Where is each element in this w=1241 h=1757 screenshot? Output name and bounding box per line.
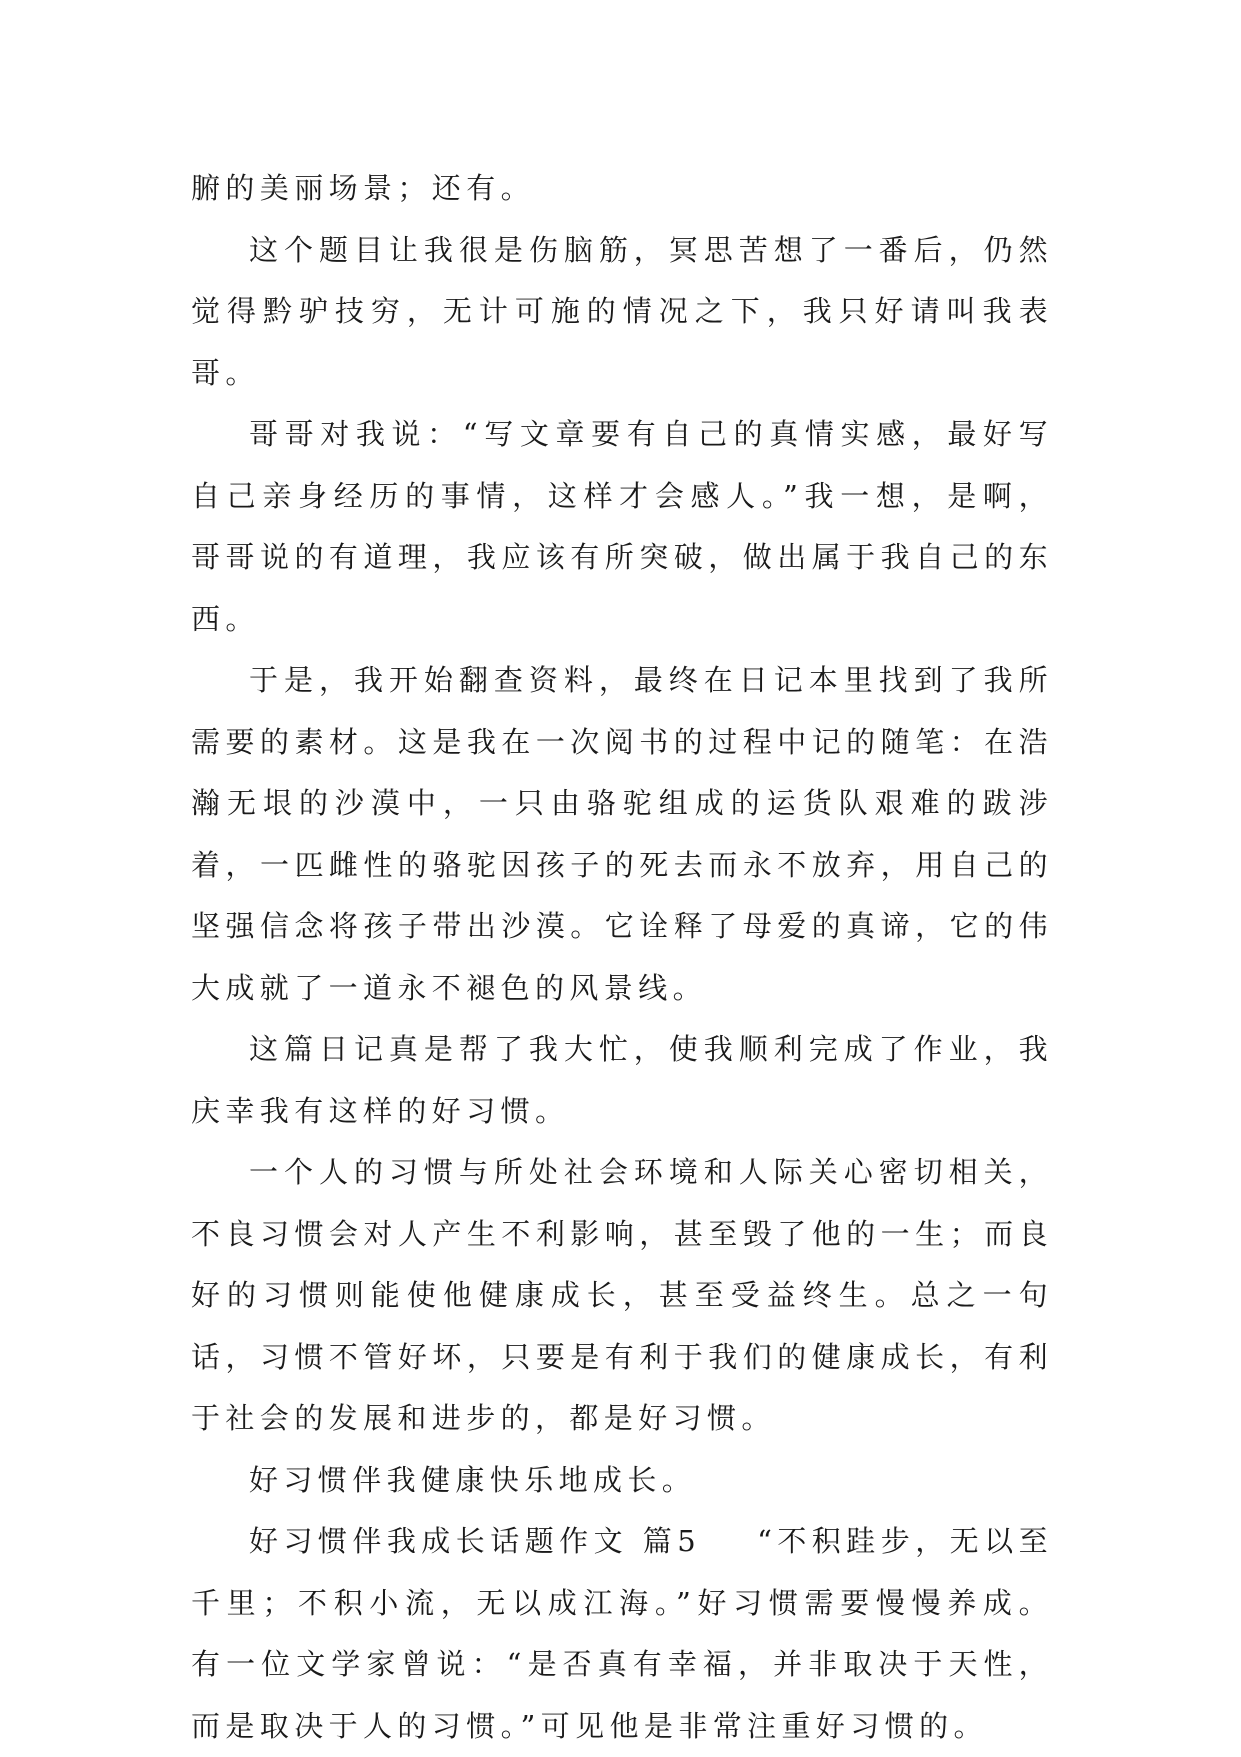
paragraph: 腑的美丽场景；还有。 (191, 171, 536, 205)
paragraph: 这篇日记真是帮了我大忙，使我顺利完成了作业，我庆幸我有这样的好习惯。 (191, 1032, 1053, 1128)
paragraph: 于是，我开始翻查资料，最终在日记本里找到了我所需要的素材。这是我在一次阅书的过程中记的随笔：在浩瀚无垠的沙漠中，一只由骆驼组成的运货队艰难的跋涉着，一匹雌性的骆驼因孩子的死去而永不放弃，用自己的坚强信念将孩子带出沙漠。它诠释了母爱的真谛，它的伟大成就了一道永不褪色的风景线。 (191, 663, 1053, 1005)
paragraph: 哥哥对我说：“写文章要有自己的真情实感，最好写自己亲身经历的事情，这样才会感人。”我一想，是啊，哥哥说的有道理，我应该有所突破，做出属于我自己的东西。 (191, 417, 1053, 636)
section-body: “不积跬步，无以至千里；不积小流，无以成江海。”好习惯需要慢慢养成。有一位文学家曾说：“是否真有幸福，并非取决于天性，而是取决于人的习惯。”可见他是非常注重好习惯的。 (191, 1524, 1053, 1743)
document-body (191, 158, 1053, 1757)
essay-section (191, 1511, 1053, 1757)
section-heading: 好习惯伴我成长话题作文 篇5 (249, 1524, 702, 1558)
paragraph: 这个题目让我很是伤脑筋，冥思苦想了一番后，仍然觉得黔驴技穷，无计可施的情况之下，我只好请叫我表哥。 (191, 232, 1053, 390)
paragraph: 好习惯伴我健康快乐地成长。 (249, 1462, 697, 1497)
paragraph: 一个人的习惯与所处社会环境和人际关心密切相关，不良习惯会对人产生不利影响，甚至毁了他的一生；而良好的习惯则能使他健康成长，甚至受益终生。总之一句话，习惯不管好坏，只要是有利于我们的健康成长，有利于社会的发展和进步的，都是好习惯。 (191, 1155, 1053, 1435)
